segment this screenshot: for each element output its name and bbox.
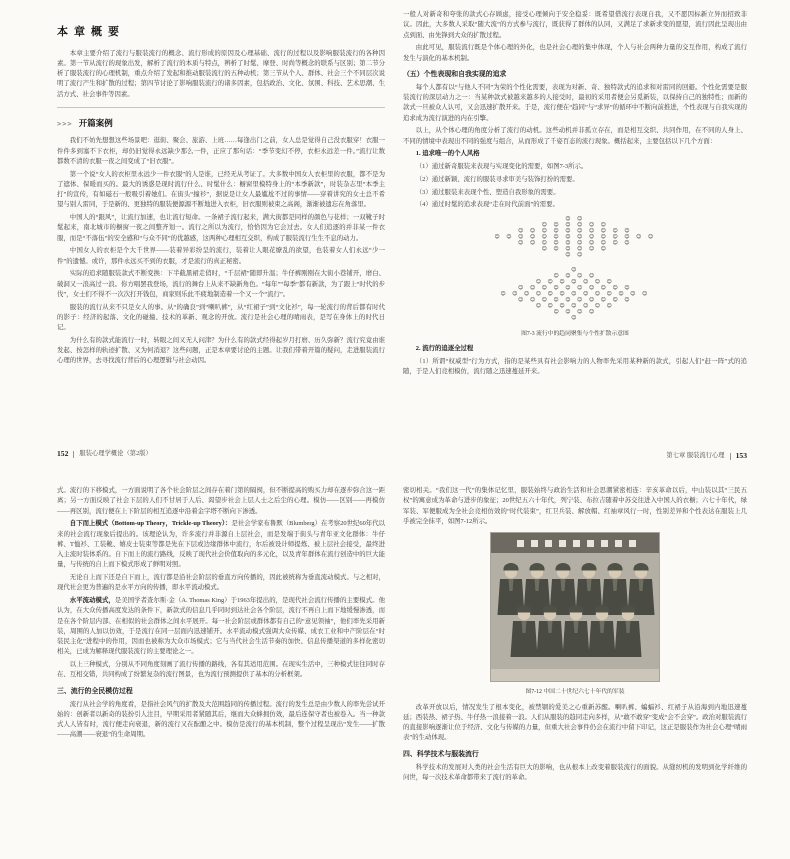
page-153 [403,10,747,462]
case-title-text: 开篇案例 [78,117,113,128]
diamond-row: ☺ ☺ [565,215,585,222]
paragraph: 自下而上模式（Bottom-up Theory，Trickle-up Theory）：是社会学家布鲁默（Blumberg）在考察20世纪60年代以来的社会流行现象后提出的。该理论认为，许多流行并非源自上层社会，而是发端于街头与青年亚文化群体：牛仔裤、T恤衫、工装靴、嬉皮士装束等都是先在下层或边缘群体中流行，尔后被设计师提炼、被上层社会接受，最终进入主流时装体系的。自下而上的流行路线，反映了现代社会价值取向的多元化，以及青年群体在流行创造中的巨大能量，与传统的自上而下模式形成了鲜明对照。 [57,520,385,569]
diamond-row: ☺ ☺ ☺ ☺ ☺ ☺ ☺ ☺ ☺ ☺ [518,284,632,291]
uniform-photo [490,532,660,682]
figure-7-3-caption: 图7-3 流行中的趋同聚集与个性扩散示意图 [521,330,629,337]
diamond-row: ☺ ☺ ☺ ☺ ☺ ☺ [541,221,609,228]
paragraph: 中国女人的衣柜是个大千世界——装着异彩纷呈的流行，装着让人眼花缭乱的欲望，也装着女人们永远“少一件”的遗憾。或许，那件永远买不到的衣服，才是流行的真正秘密。 [57,247,385,265]
paragraph: （3）通过服装来表现个性、塑造自我形象的需要。 [415,188,560,196]
paragraph: 以上三种模式，分别从不同角度刻画了流行传播的路线，各有其适用范围。在现实生活中，三种模式往往同时存在、互相交错，共同构成了纷繁复杂的流行图景，也为流行预测提供了基本的分析框架。 [57,661,385,679]
diamond-row: ☺ ☺ ☺ ☺ ☺ ☺ [541,245,609,252]
paragraph: 第一个说“女人的衣柜里永远少一件衣服”的人是谁，已经无从考证了。大多数中国女人衣柜里的衣服，都不是为了遮体、保暖而买的。最大的诱惑是现时流行什么、时髦什么：橱窗里模特身上的“本季新款”，时装杂志里“本季主打”的宣传，有如磁石一般吸引着她们。在街头“撞衫”，据说是让女人最尴尬不过的事情——穿着讲究的女士总不希望与别人雷同，于是新的、更独特的服装便源源不断地进入衣柜，旧衣服则被束之高阁，渐渐被遗忘在角落里。 [57,170,385,209]
paragraph: 我们不妨先想想这些场景吧：逛街、聚会、旅游、上班……每逢出门之前，女人总是觉得自己没衣服穿！衣服一件件多到塞不下衣柜，却仍旧觉得永远缺少那么一件，正应了那句话：“季节变幻不停，衣柜永远差一件。”流行让数都数不清的衣服一夜之间变成了“旧衣服”。 [57,137,385,165]
page-155-body-top [403,486,747,527]
paragraph: 流行从社会学的角度看，是指社会风气的扩散及大范围趋同的传播过程。流行的发生总是由少数人的率先尝试开始的：创新者以新奇的装扮引人注目，早期采用者紧随其后，继而大众蜂拥仿效，最后连保守者也被卷入。当一种款式人人皆有时，流行便走向衰退，新的流行又在酝酿之中。模仿是流行的基本机制，整个过程呈现出“发生——扩散——高潮——衰退”的生命周期。 [57,700,385,739]
paragraph: （1）通过新奇服装来表现与实现变化的需要，如图7-3所示。 [415,163,588,171]
paragraph: 1. 追求唯一的个人风格 [415,150,480,158]
diamond-row: ☺ ☺ ☺ ☺ ☺ ☺ ☺ [535,302,615,309]
case-marker-icon: >>> [57,119,73,128]
paragraph: 本章主要介绍了流行与服装流行的概念、流行形成的原因及心理基础、流行的过程以及影响服装流行的各种因素。第一节从流行的现象出发，解析了流行的本质与特点，辨析了时髦、摩登、时尚等概念的联系与区别；第二节分析了服装流行的心理机制，重点介绍了发起和推动服装流行的五种动机；第三节从个人、群体、社会三个不同层次说明了流行产生和扩散的过程；第四节讨论了影响服装流行的诸多因素，包括政治、文化、氛围、科技、艺术思潮、生活方式、社会事件等因素。 [57,49,385,98]
chapter-summary-text [57,49,385,100]
footer-divider [73,451,74,458]
diamond-row: ☺ ☺ ☺ ☺ ☺ ☺ ☺ ☺ ☺ ☺ [518,239,632,246]
section-heading: 三、流行的全民模仿过程 [57,687,133,695]
paragraph: （4）通过时髦的追求表现“走在时代前面”的需要。 [415,201,559,209]
paragraph: 为什么有的款式能流行一时，转眼之间又无人问津？为什么有的款式经得起岁月打磨、历久弥新？流行究竟由谁发起、按怎样的轨迹扩散、又为何消退？这些问题，正是本章要讨论的主题。让我们带着开篇的疑问，走进服装流行心理的世界，去寻找流行背后的心理逻辑与社会动因。 [57,336,385,365]
footer-divider [730,453,731,460]
page-153-body-bottom [403,344,747,377]
diamond-row: ☺ ☺ ☺ ☺ ☺ ☺ ☺ ☺ ☺ ☺ [518,227,632,234]
uniform-photo-image [491,533,659,681]
diamond-row: ☺ ☺ ☺ ☺ ☺ ☺ ☺ ☺ ☺ ☺ ☺ ☺ ☺ ☺ [494,233,656,240]
photo-banner-text [517,540,636,547]
paragraph: 无论自上而下还是自下而上，流行都是沿社会阶层的垂直方向传播的，因此被统称为垂直流动模式。与之相对，现代社会更为普遍的是水平方向的传播，即水平流动模式。 [57,574,385,592]
paragraph: 每个人都有以“与他人不同”为荣的个性化需要，表现为对新、奇、独特款式的追求和对雷同的回避。个性化需要是服装流行的深层动力之一：当某种款式被越来越多的人接受时，最初的采用者便会另觅新装，以保持自己的独特性；而新的款式一旦被众人认可，又会迅速扩散开来。于是，流行便在“趋同”与“求异”的循环中不断向前推进，个性表现与自我实现的追求成为流行演进的内在引擎。 [403,83,747,122]
paragraph: 2. 流行的追逐全过程 [415,344,474,352]
diamond-row: ☺ ☺ [565,251,585,258]
paragraph: 式。流行的下移模式，一方面说明了各个社会阶层之间存在着门第的隔阂，但不断提高的购买力却在逐步弥合这一距离；另一方面反映了社会下层的人们不甘居于人后、渴望步社会上层人士之后尘的心理。模仿——区别——再模仿——再区别，流行便在上下阶层的相互追逐中沿着金字塔不断向下渗透。 [57,487,385,515]
page-152 [57,24,385,460]
paragraph: 由此可见，服装流行既是个体心理的外化，也是社会心理的集中体现，个人与社会两种力量的交互作用，构成了流行发生与演化的基本机制。 [403,44,747,62]
page-number: 153 [735,450,747,460]
section-divider [57,107,385,108]
photo-floor [491,669,659,681]
diamond-row: ☺ ☺ ☺ ☺ ☺ ☺ ☺ ☺ ☺ ☺ ☺ ☺ ☺ [500,290,650,297]
diamond-row: ☺ ☺ ☺ ☺ ☺ ☺ ☺ ☺ ☺ ☺ [518,296,632,303]
page-number: 152 [57,448,69,458]
paragraph: （1）所谓“权威型”行为方式，指的是某些具有社会影响力的人物率先采用某种新的款式，引起人们“赶一阵”式的追随，于是人们竞相模仿，流行随之迅速蔓延开来。 [403,357,747,375]
paragraph: 服装的流行从来不只是女人的事。从“的确良”到“喇叭裤”，从“红裙子”到“文化衫”，每一轮流行的背后都有时代的影子：经济的起落、文化的碰撞、技术的革新、观念的开放。流行是社会心理的晴雨表，是写在身体上的时代日记。 [57,303,385,332]
paragraph: 科学技术的发展对人类的社会生活有巨大的影响，也从根本上改变着服装流行的面貌。从缝纫机的发明到化学纤维的问世，每一次技术革命都带来了流行的革命。 [403,763,747,781]
page-footer-left [57,448,385,460]
diamond-row: ☺ [571,266,579,273]
paragraph: （2）通过新颖、流行的服装寻求审美与装饰打扮的需要。 [415,175,579,183]
running-book-title: 服装心理学概论（第2版） [79,449,152,457]
paragraph: 密切相关。“我们这一代”的集体记忆里，服装始终与政治生活和社会思潮紧密相连：辛亥革命以后，中山装以其“三民五权”的寓意成为革命与进步的象征；20世纪五六十年代，列宁装、布拉吉随着中苏交往进入中国人的衣橱；六七十年代，绿军装、军便服成为全社会竞相仿效的“时代装束”，红卫兵装、解放帽、红袖章风行一时，性别差异和个性表达在服装上几乎被完全抹平，如图7-12所示。 [403,487,747,525]
section-heading: （五）个性表现和自我实现的追求 [403,70,507,78]
chapter-summary-heading: 本章概要 [57,26,125,38]
diamond-row: ☺ [571,314,579,321]
page-154 [57,486,385,859]
opening-case-heading [57,117,385,131]
page-155 [403,486,747,859]
figure-7-3-diamond-top [403,216,747,258]
running-chapter-title: 第七章 服装流行心理 [666,451,725,459]
page-153-body-top [403,10,747,211]
figure-7-12-caption: 图7-12 中国二十世纪六七十年代的军装 [525,689,625,696]
figure-7-3 [403,216,747,339]
paragraph: 水平流动模式，是美国学者查尔斯·金（A. Thomas King）于1963年提出的，是现代社会流行传播的主要模式。他认为，在大众传播高度发达的条件下，新款式的信息几乎同时到达社会各个阶层，流行不再自上而下地缓慢渗透，而是在各个阶层内部、在相似的社会群体之间水平展开。每一社会阶层或群体都有自己的“意见领袖”，他们率先采用新装，周围的人加以仿效，于是流行在同一层面内迅速铺开。水平流动模式强调大众传媒、成衣工业和中产阶层在“时装民主化”进程中的作用，因而也被称为大众市场模式；它与当代社会生活节奏的加快、信息传播渠道的多样化密切相关，已成为解释现代服装流行的主要理论之一。 [57,597,385,656]
diamond-row: ☺ ☺ ☺ ☺ ☺ ☺ ☺ [535,278,615,285]
page-footer-right [403,450,747,462]
diamond-row: ☺ ☺ ☺ ☺ [553,272,597,279]
paragraph: 中国人的“跟风”，让流行加速，也让流行短命。一条裙子流行起来，满大街都是同样的颜色与花样；一双靴子时髦起来，南北城市的橱窗一夜之间整齐划一。流行之所以为流行，恰恰因为它会过去。女人们追逐的并非某一件衣服，而是“不落伍”的安全感和“与众不同”的优越感，这两种心理相互交织，构成了服装流行生生不息的动力。 [57,214,385,242]
diamond-row: ☺ ☺ ☺ ☺ [553,308,597,315]
figure-7-12 [403,532,747,698]
case-body [57,136,385,366]
figure-7-3-diamond-bottom [403,267,747,321]
paragraph: 实际的追求随服装款式不断变换：下半截黑裙走俏时，“千层裙”随即升温；牛仔裤刚刚在大街小巷铺开，磨白、破洞又一浪高过一浪。你方唱罢我登场，流行的舞台上从来不缺新角色。“每年”“每季”都有新款，为了跟上“时代的步伐”，女士们不得不一次次打开钱包，商家则乐此不疲地制造着一个又一个“流行”。 [57,270,385,298]
page-154-body [57,486,385,741]
paragraph: 以上，从个体心理的角度分析了流行的动机。这些动机并非孤立存在，而是相互交织、共同作用，在不同的人身上、不同的情境中表现出不同的强度与组合，从而形成了千姿百态的流行现象。概括起来，主要包括以下几个方面： [403,127,747,145]
paragraph: 一般人对新奇和夸张的款式心存顾虑，接受心理倾向于安全稳妥：既希望借流行表现自我，又不愿因标新立异而招致非议。因此，大多数人采取“随大流”的方式参与流行，既获得了群体的认同，又满足了求新求变的愿望，流行因此呈现出由点到面、由先锋到大众的扩散过程。 [403,11,747,39]
paragraph: 改革开放以后，情况发生了根本变化，被禁锢的爱美之心重新苏醒。喇叭裤、蝙蝠衫、红裙子从沿海到内地迅速蔓延；西装热、裙子热、牛仔热一浪接着一浪。人们从服装的趋同走向多样，从“敢不敢穿”变成“会不会穿”。政治对服装流行的直接影响逐渐让位于经济、文化与传媒的力量，但重大社会事件仍会在流行中留下印记，这正是服装作为社会心理“晴雨表”的生动体现。 [403,703,747,742]
page-155-body-bottom [403,703,747,784]
section-heading: 四、科学技术与服装流行 [403,750,479,758]
